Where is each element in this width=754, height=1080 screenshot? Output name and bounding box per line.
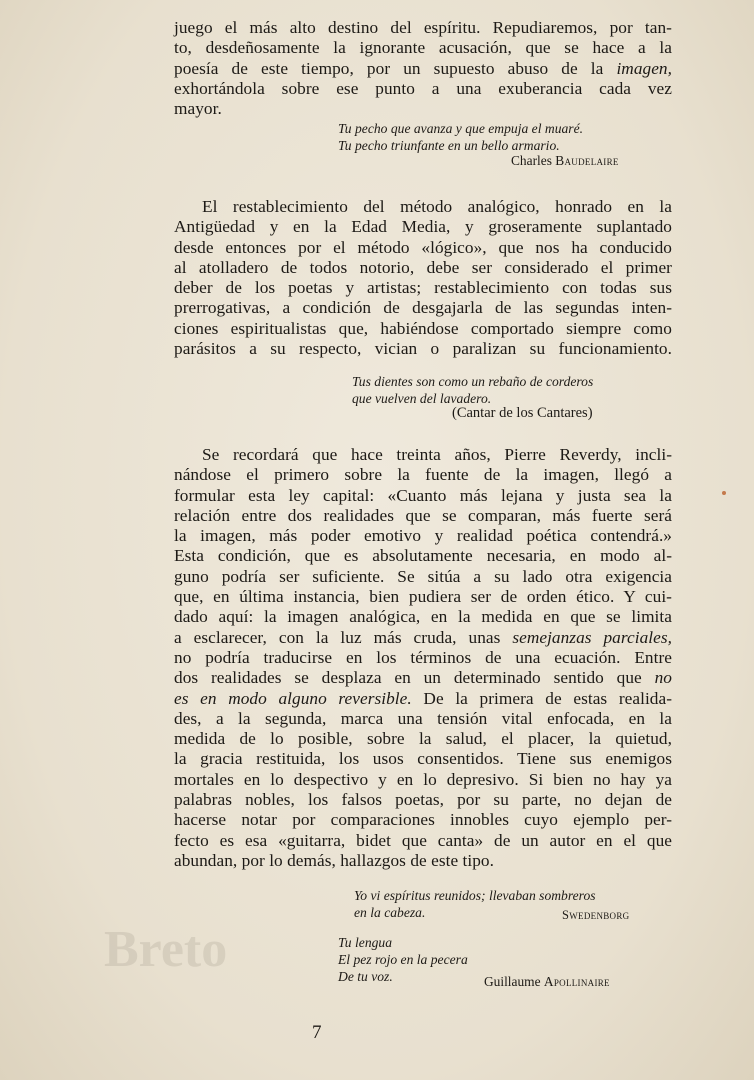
text-line: mayor. — [174, 99, 222, 119]
page-number: 7 — [312, 1022, 322, 1043]
text-line: El restablecimiento del método analógico, honrado en la — [202, 197, 672, 216]
text-fragment: dos realidades se desplaza en un determinado sentido que — [174, 668, 655, 688]
text-line: formular esta ley capital: «Cuanto más lejana y justa sea la — [174, 485, 672, 505]
text-fragment: poesía de este tiempo, por un supuesto abuso de la — [174, 58, 617, 78]
text-line: medida de lo posible, sobre la salud, el placer, la quietud, — [174, 729, 672, 749]
text-line: dado aquí: la imagen analógica, en la medida en que se limita — [174, 607, 672, 627]
epigraph-line: en la cabeza. — [354, 905, 426, 920]
author-swedenborg: Swedenborg — [562, 908, 630, 922]
text-line: hacerse notar por comparaciones innobles cuyo ejemplo per- — [174, 810, 672, 830]
text-line: no podría traducirse en los términos de una ecuación. Entre — [174, 647, 672, 667]
text-line: juego el más alto destino del espíritu. Repudiaremos, por tan- — [174, 18, 672, 37]
epigraph-line: Tus dientes son como un rebaño de corderos — [352, 374, 594, 389]
text-line — [174, 668, 672, 688]
text-line: palabras nobles, los falsos poetas, por su parte, no dejan de — [174, 790, 672, 810]
epigraph-baudelaire — [338, 120, 583, 154]
bleed-through-text: Breto — [104, 921, 228, 978]
text-line: deber de los poetas y artistas; restablecimiento con todas sus — [174, 278, 672, 298]
text-line: parásitos a su respecto, vician o paralizan su funcionamiento. — [174, 339, 672, 359]
author-last-name: Baudelaire — [555, 153, 619, 168]
text-fragment: De la primera de estas realida- — [411, 688, 673, 708]
text-line: des, a la segunda, marca una tensión vital enfocada, en la — [174, 708, 672, 728]
epigraph-line: Tu lengua — [338, 935, 393, 950]
author-baudelaire — [511, 153, 619, 169]
ink-spot — [722, 491, 726, 495]
epigraph-line: Tu pecho triunfante en un bello armario. — [338, 138, 560, 153]
text-line: prerrogativas, a condición de desgajarla de las segundas inten- — [174, 298, 672, 318]
epigraph-line: Tu pecho que avanza y que empuja el muaré. — [338, 121, 584, 136]
italic-word: no — [654, 668, 672, 688]
paragraph-3 — [174, 445, 672, 871]
epigraph-cantares — [352, 373, 593, 407]
text-line: exhortándola sobre ese punto a una exuberancia cada vez — [174, 78, 672, 98]
text-line: relación entre dos realidades que se comparan, más fuerte será — [174, 505, 672, 525]
epigraph-line: Yo vi espíritus reunidos; llevaban sombreros — [354, 888, 596, 903]
text-line: nándose el primero sobre la fuente de la imagen, llegó a — [174, 465, 672, 485]
text-line: la imagen, más poder emotivo y realidad poética contendrá.» — [174, 526, 672, 546]
paragraph-1 — [174, 18, 672, 119]
epigraph-source: (Cantar de los Cantares) — [452, 405, 593, 421]
author-apollinaire — [484, 974, 610, 990]
text-line: mortales en lo despectivo y en lo depresivo. Si bien no hay ya — [174, 769, 672, 789]
text-line: desde entonces por el método «lógico», que nos ha conducido — [174, 237, 672, 257]
author-first-name: Guillaume — [484, 974, 544, 989]
author-last-name: Apollinaire — [543, 974, 610, 989]
italic-phrase: es en modo alguno reversible. — [174, 688, 412, 708]
epigraph-line: El pez rojo en la pecera — [338, 952, 468, 967]
text-line: que, en última instancia, bien pudiera ser de orden ético. Y cui- — [174, 587, 672, 607]
text-line — [174, 628, 672, 648]
text-line: Antigüedad y en la Edad Media, y groseramente suplantado — [174, 217, 672, 237]
italic-word: imagen, — [616, 58, 672, 78]
text-line: fecto es esa «guitarra, bidet que canta» de un autor en el que — [174, 830, 672, 850]
epigraph-line: que vuelven del lavadero. — [352, 391, 492, 406]
text-line: Esta condición, que es absolutamente necesaria, en modo al- — [174, 546, 672, 566]
text-line: abundan, por lo demás, hallazgos de este tipo. — [174, 850, 494, 870]
author-first-name: Charles — [511, 153, 556, 168]
italic-phrase: semejanzas parciales, — [512, 627, 672, 647]
epigraph-line: De tu voz. — [338, 969, 393, 984]
text-line: Se recordará que hace treinta años, Pierre Reverdy, incli- — [202, 445, 672, 464]
text-line: la gracia restituida, los usos consentidos. Tiene sus enemigos — [174, 749, 672, 769]
text-line — [174, 59, 672, 79]
text-fragment: a esclarecer, con la luz más cruda, unas — [174, 627, 513, 647]
epigraph-swedenborg — [354, 887, 596, 921]
text-line: guno podría ser suficiente. Se sitúa a su lado otra exigencia — [174, 566, 672, 586]
text-line: to, desdeñosamente la ignorante acusación, que se hace a la — [174, 38, 672, 58]
epigraph-apollinaire — [338, 934, 468, 985]
text-line — [174, 689, 672, 709]
text-line: ciones espiritualistas que, habiéndose comportado siempre como — [174, 318, 672, 338]
text-line: al atolladero de todos notorio, debe ser considerado el primer — [174, 257, 672, 277]
paragraph-2 — [174, 197, 672, 359]
